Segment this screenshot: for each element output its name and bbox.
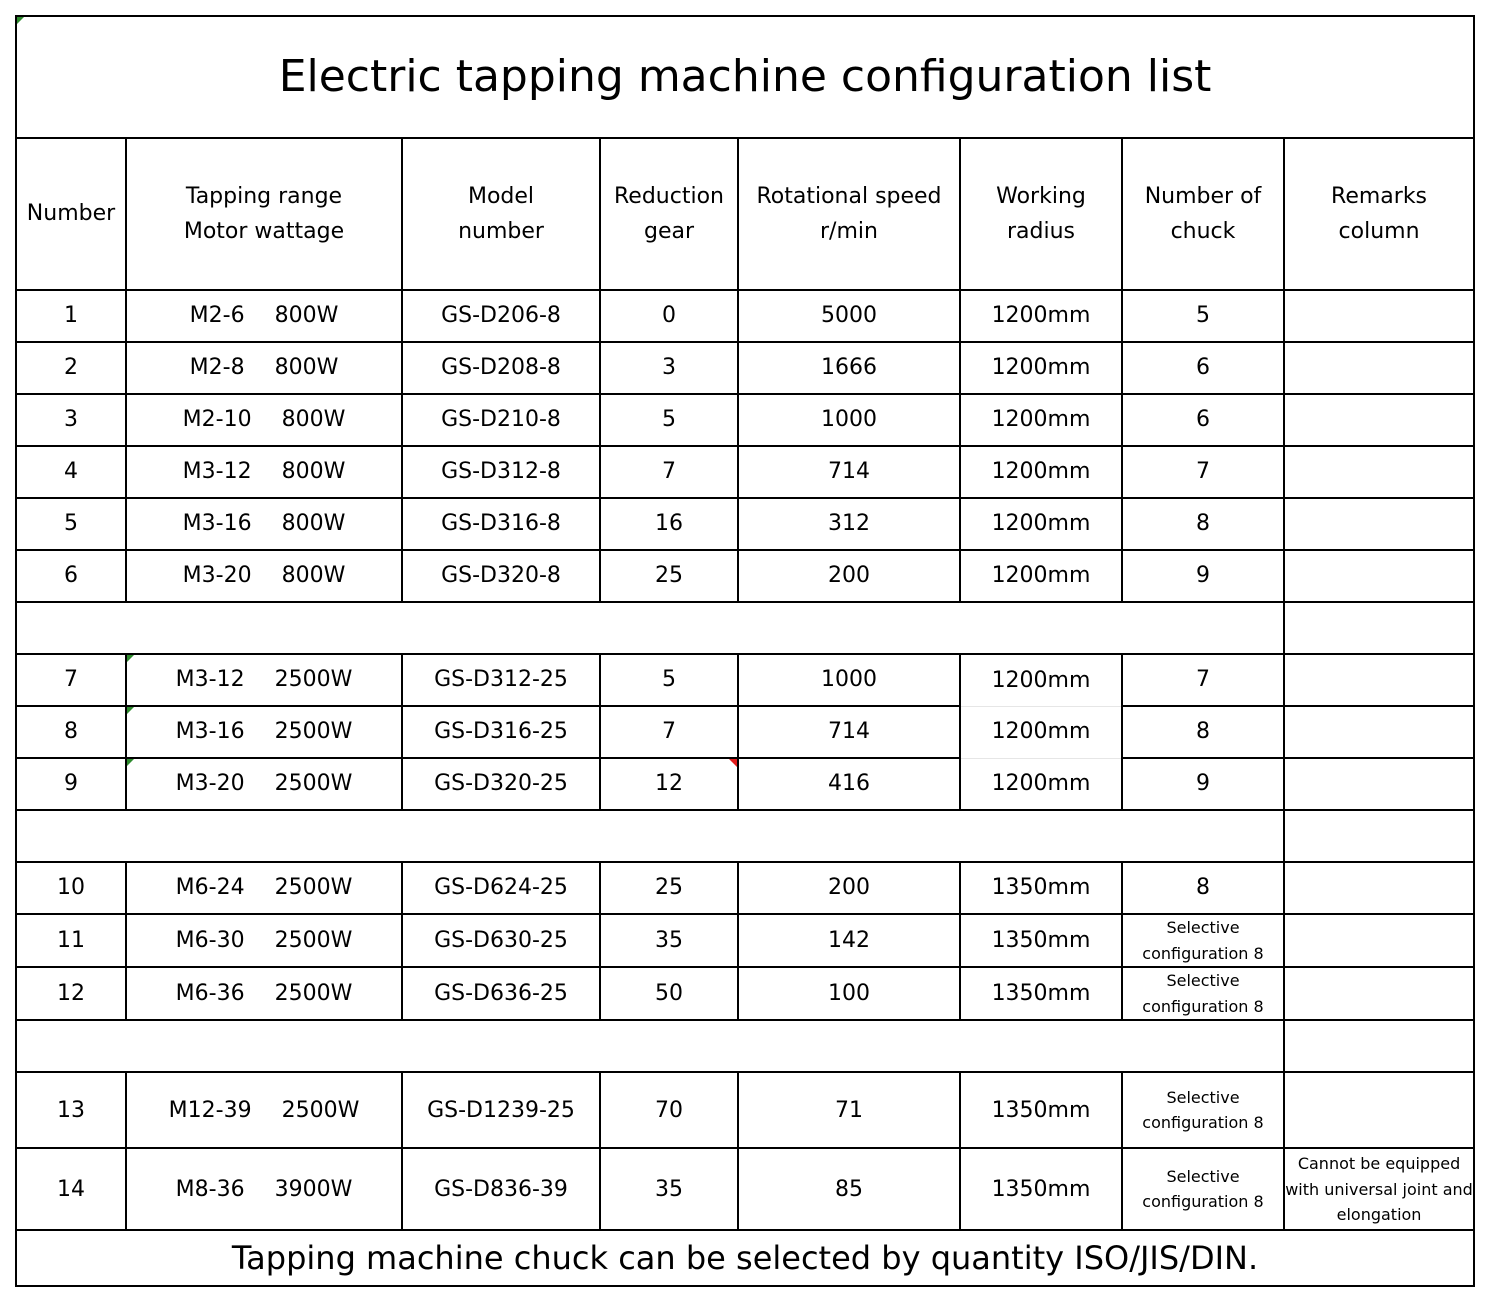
cell-number: 9	[16, 758, 126, 810]
cell-remarks	[1284, 967, 1474, 1020]
cell-speed: 5000	[738, 290, 960, 342]
spacer-cell	[16, 602, 1284, 654]
header-working-radius: Working radius	[960, 138, 1122, 290]
cell-chuck: Selective configuration 8	[1122, 967, 1284, 1020]
cell-number: 6	[16, 550, 126, 602]
cell-remarks	[1284, 914, 1474, 967]
cell-number: 3	[16, 394, 126, 446]
cell-number: 4	[16, 446, 126, 498]
table-row	[16, 706, 1474, 758]
cell-model: GS-D208-8	[402, 342, 600, 394]
cell-gear: 0	[600, 290, 738, 342]
cell-chuck: 8	[1122, 706, 1284, 758]
cell-remarks	[1284, 654, 1474, 706]
cell-number: 10	[16, 862, 126, 914]
cell-number: 5	[16, 498, 126, 550]
cell-number: 13	[16, 1072, 126, 1148]
cell-radius: 1350mm	[960, 914, 1122, 967]
table-row	[16, 498, 1474, 550]
cell-model: GS-D316-25	[402, 706, 600, 758]
cell-number: 7	[16, 654, 126, 706]
table-row	[16, 1148, 1474, 1230]
cell-tapping-range: M6-30 2500W	[126, 914, 402, 967]
cell-model: GS-D210-8	[402, 394, 600, 446]
configuration-table	[15, 15, 1475, 1287]
cell-tapping-range: M3-16 2500W	[126, 706, 402, 758]
cell-speed: 100	[738, 967, 960, 1020]
table-row	[16, 967, 1474, 1020]
cell-gear: 5	[600, 654, 738, 706]
cell-gear: 3	[600, 342, 738, 394]
cell-model: GS-D630-25	[402, 914, 600, 967]
cell-remarks	[1284, 290, 1474, 342]
cell-speed: 714	[738, 706, 960, 758]
cell-remarks	[1284, 862, 1474, 914]
table-row	[16, 654, 1474, 706]
cell-gear: 5	[600, 394, 738, 446]
cell-speed: 71	[738, 1072, 960, 1148]
cell-speed: 142	[738, 914, 960, 967]
spacer-row	[16, 1020, 1474, 1072]
cell-radius: 1350mm	[960, 862, 1122, 914]
table-row	[16, 446, 1474, 498]
cell-model: GS-D1239-25	[402, 1072, 600, 1148]
cell-speed: 714	[738, 446, 960, 498]
spacer-row	[16, 602, 1474, 654]
table-row	[16, 342, 1474, 394]
cell-chuck: 5	[1122, 290, 1284, 342]
cell-model: GS-D316-8	[402, 498, 600, 550]
cell-speed: 85	[738, 1148, 960, 1230]
cell-gear: 7	[600, 446, 738, 498]
cell-tapping-range: M6-24 2500W	[126, 862, 402, 914]
cell-gear: 35	[600, 1148, 738, 1230]
table-row	[16, 394, 1474, 446]
table-row	[16, 758, 1474, 810]
cell-remarks	[1284, 550, 1474, 602]
cell-tapping-range: M3-20 2500W	[126, 758, 402, 810]
cell-chuck: Selective configuration 8	[1122, 914, 1284, 967]
cell-speed: 200	[738, 550, 960, 602]
header-number: Number	[16, 138, 126, 290]
cell-tapping-range: M2-10 800W	[126, 394, 402, 446]
cell-radius: 1200mm	[960, 654, 1122, 706]
cell-remarks	[1284, 446, 1474, 498]
page-title: Electric tapping machine configuration list	[16, 16, 1474, 138]
cell-gear: 70	[600, 1072, 738, 1148]
cell-gear: 35	[600, 914, 738, 967]
cell-model: GS-D320-8	[402, 550, 600, 602]
cell-chuck: 6	[1122, 342, 1284, 394]
cell-speed: 312	[738, 498, 960, 550]
cell-remarks	[1284, 1072, 1474, 1148]
cell-model: GS-D312-8	[402, 446, 600, 498]
cell-gear: 12	[600, 758, 738, 810]
cell-remarks	[1284, 394, 1474, 446]
cell-number: 11	[16, 914, 126, 967]
cell-remarks	[1284, 706, 1474, 758]
cell-speed: 200	[738, 862, 960, 914]
cell-radius: 1200mm	[960, 498, 1122, 550]
cell-radius: 1200mm	[960, 290, 1122, 342]
cell-model: GS-D636-25	[402, 967, 600, 1020]
cell-speed: 1000	[738, 394, 960, 446]
cell-tapping-range: M2-6 800W	[126, 290, 402, 342]
cell-chuck: 7	[1122, 654, 1284, 706]
cell-chuck: 8	[1122, 862, 1284, 914]
cell-radius: 1200mm	[960, 394, 1122, 446]
spacer-remarks-cell	[1284, 810, 1474, 862]
cell-remarks	[1284, 342, 1474, 394]
cell-number: 12	[16, 967, 126, 1020]
header-reduction-gear: Reduction gear	[600, 138, 738, 290]
cell-tapping-range: M6-36 2500W	[126, 967, 402, 1020]
spacer-remarks-cell	[1284, 602, 1474, 654]
cell-speed: 416	[738, 758, 960, 810]
cell-model: GS-D312-25	[402, 654, 600, 706]
cell-gear: 25	[600, 550, 738, 602]
cell-radius: 1200mm	[960, 550, 1122, 602]
spacer-row	[16, 810, 1474, 862]
cell-gear: 50	[600, 967, 738, 1020]
cell-chuck: Selective configuration 8	[1122, 1072, 1284, 1148]
cell-radius: 1350mm	[960, 1072, 1122, 1148]
cell-tapping-range: M3-12 800W	[126, 446, 402, 498]
cell-radius: 1350mm	[960, 1148, 1122, 1230]
cell-radius: 1200mm	[960, 342, 1122, 394]
cell-remarks	[1284, 498, 1474, 550]
cell-remarks	[1284, 758, 1474, 810]
header-remarks: Remarks column	[1284, 138, 1474, 290]
cell-chuck: 7	[1122, 446, 1284, 498]
cell-tapping-range: M3-16 800W	[126, 498, 402, 550]
cell-chuck: 9	[1122, 758, 1284, 810]
footer-note: Tapping machine chuck can be selected by quantity ISO/JIS/DIN.	[16, 1230, 1474, 1286]
table-row	[16, 290, 1474, 342]
cell-radius: 1200mm	[960, 706, 1122, 758]
cell-model: GS-D320-25	[402, 758, 600, 810]
spacer-cell	[16, 810, 1284, 862]
cell-model: GS-D836-39	[402, 1148, 600, 1230]
cell-chuck: 9	[1122, 550, 1284, 602]
table-row	[16, 550, 1474, 602]
cell-remarks: Cannot be equipped with universal joint and elongation	[1284, 1148, 1474, 1230]
table-row	[16, 862, 1474, 914]
spacer-cell	[16, 1020, 1284, 1072]
header-rotational-speed: Rotational speed r/min	[738, 138, 960, 290]
cell-gear: 16	[600, 498, 738, 550]
header-tapping-range: Tapping range Motor wattage	[126, 138, 402, 290]
table-row	[16, 1072, 1474, 1148]
header-number-of-chuck: Number of chuck	[1122, 138, 1284, 290]
cell-chuck: Selective configuration 8	[1122, 1148, 1284, 1230]
cell-number: 2	[16, 342, 126, 394]
cell-speed: 1666	[738, 342, 960, 394]
cell-radius: 1200mm	[960, 446, 1122, 498]
cell-number: 8	[16, 706, 126, 758]
cell-gear: 7	[600, 706, 738, 758]
spacer-remarks-cell	[1284, 1020, 1474, 1072]
cell-tapping-range: M8-36 3900W	[126, 1148, 402, 1230]
header-row	[16, 138, 1474, 290]
cell-chuck: 6	[1122, 394, 1284, 446]
cell-number: 1	[16, 290, 126, 342]
cell-number: 14	[16, 1148, 126, 1230]
cell-model: GS-D624-25	[402, 862, 600, 914]
table-row	[16, 914, 1474, 967]
cell-tapping-range: M3-20 800W	[126, 550, 402, 602]
header-model: Model number	[402, 138, 600, 290]
cell-chuck: 8	[1122, 498, 1284, 550]
cell-radius: 1200mm	[960, 758, 1122, 810]
cell-model: GS-D206-8	[402, 290, 600, 342]
cell-speed: 1000	[738, 654, 960, 706]
cell-tapping-range: M2-8 800W	[126, 342, 402, 394]
cell-radius: 1350mm	[960, 967, 1122, 1020]
cell-tapping-range: M12-39 2500W	[126, 1072, 402, 1148]
cell-tapping-range: M3-12 2500W	[126, 654, 402, 706]
cell-gear: 25	[600, 862, 738, 914]
